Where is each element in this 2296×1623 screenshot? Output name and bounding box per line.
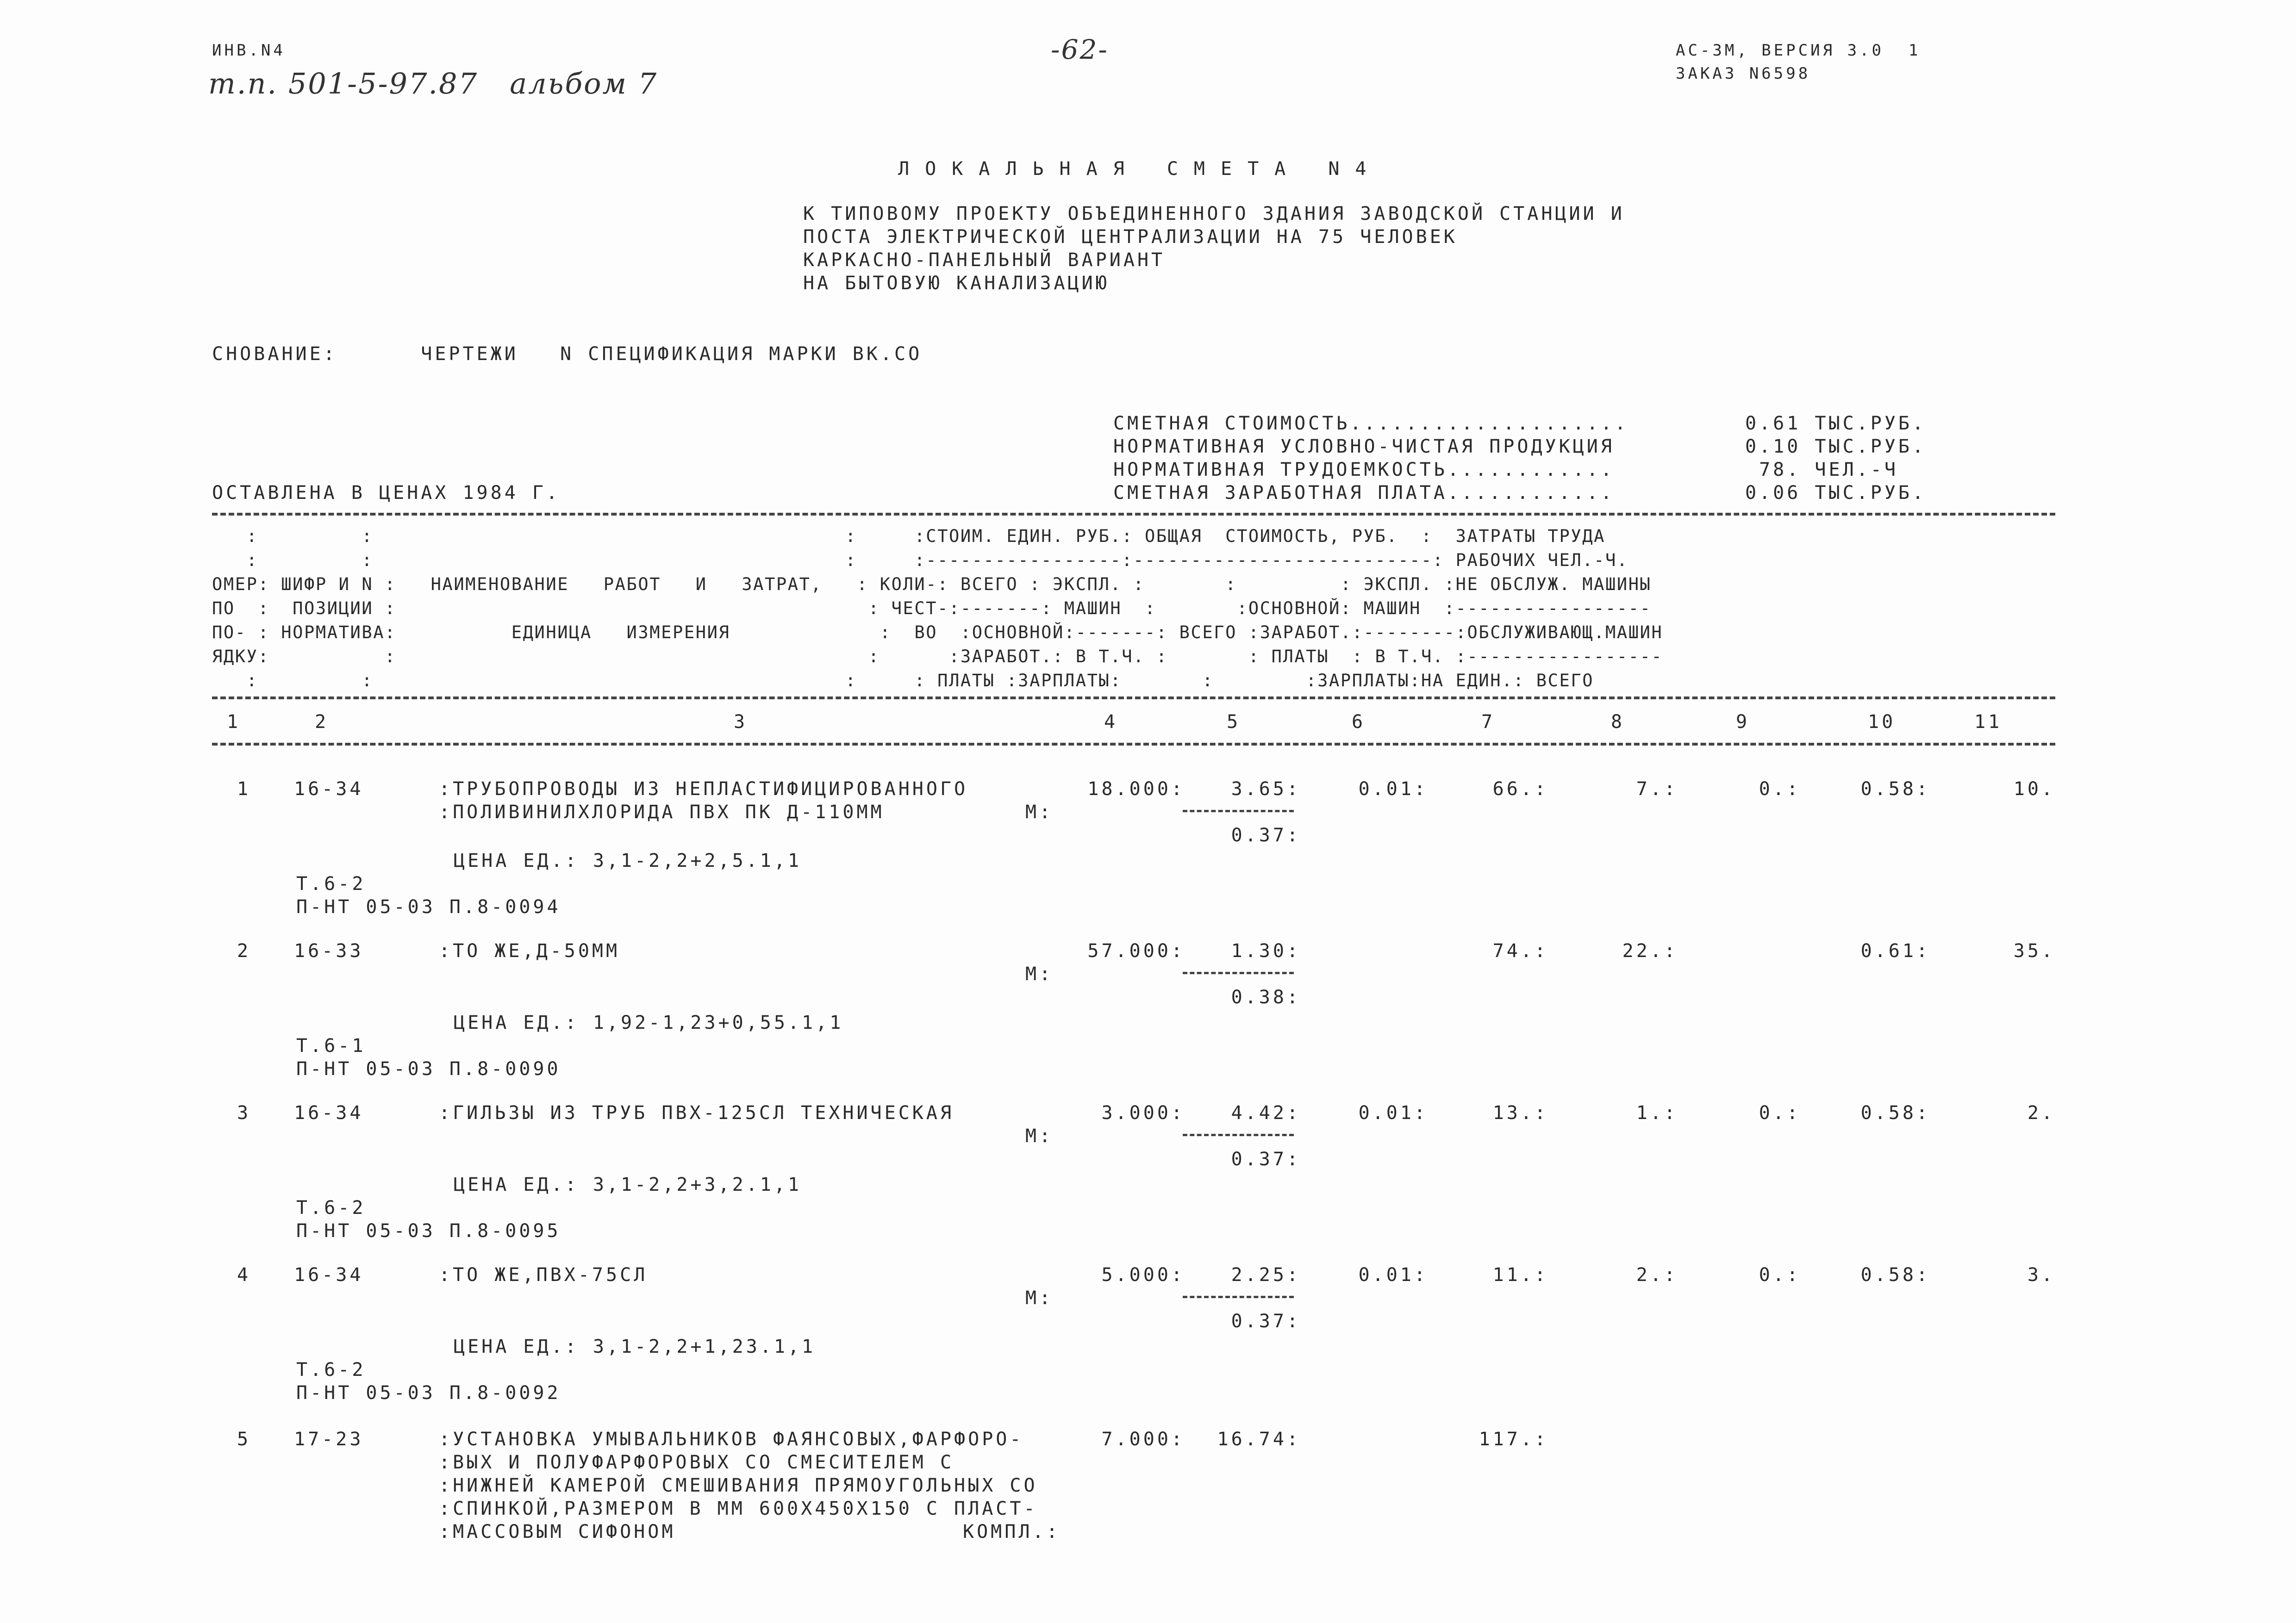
table-row (0, 1083, 2296, 1240)
row-unit-machine-cost: 0.01: (1358, 1102, 1428, 1124)
row-labor-total: 2. (2027, 1102, 2055, 1124)
row-reference-table: Т.6-2 (296, 1197, 366, 1219)
unit-cost-separator (1183, 810, 1294, 812)
row-unit: М: (1025, 802, 1054, 823)
row-labor-per-unit: 0.58: (1860, 1264, 1930, 1286)
row-unit-cost: 2.25: (1231, 1264, 1301, 1286)
title-line-1: К ТИПОВОМУ ПРОЕКТУ ОБЪЕДИНЕННОГО ЗДАНИЯ ЗАВОДСКОЙ СТАНЦИИ И (803, 203, 1625, 224)
inventory-number: ИНВ.N4 (212, 41, 286, 60)
row-labor-per-unit: 0.58: (1860, 778, 1930, 800)
colnum-4: 4 (1104, 711, 1118, 733)
basis-line: СНОВАНИЕ: ЧЕРТЕЖИ N СПЕЦИФИКАЦИЯ МАРКИ ВК.СО (212, 343, 923, 365)
handwritten-project-code: т.п. 501-5-97.87 альбом 7 (208, 67, 658, 100)
row-name-line: :ГИЛЬЗЫ ИЗ ТРУБ ПВХ-125СЛ ТЕХНИЧЕСКАЯ (439, 1102, 955, 1124)
row-name-line: :НИЖНЕЙ КАМЕРОЙ СМЕШИВАНИЯ ПРЯМОУГОЛЬНЫХ СО (439, 1475, 1038, 1496)
row-quantity: 7.000: (1101, 1429, 1185, 1450)
order-number: ЗАКАЗ N6598 (1676, 64, 1811, 83)
title-line-3: КАРКАСНО-ПАНЕЛЬНЫЙ ВАРИАНТ (803, 249, 1166, 271)
colnum-7: 7 (1481, 711, 1496, 733)
row-machine-total: 0.: (1759, 1264, 1801, 1286)
row-wage-total: 7.: (1636, 778, 1678, 800)
row-price-formula: ЦЕНА ЕД.: 3,1-2,2+1,23.1,1 (454, 1336, 816, 1357)
row-unit-wage: 0.37: (1231, 1149, 1301, 1170)
row-reference-norm: П-НТ 05-03 П.8-0090 (296, 1058, 561, 1080)
row-unit: М: (1025, 1287, 1054, 1309)
row-wage-total: 22.: (1622, 940, 1678, 962)
row-reference-table: Т.6-2 (296, 1359, 366, 1380)
header-line-1: : : : :СТОИМ. ЕДИН. РУБ.: ОБЩАЯ СТОИМОСТЬ, РУБ. : ЗАТРАТЫ ТРУДА (212, 526, 1605, 546)
row-quantity: 57.000: (1087, 940, 1185, 962)
row-price-formula: ЦЕНА ЕД.: 1,92-1,23+0,55.1,1 (454, 1012, 844, 1033)
row-unit-cost: 1.30: (1231, 940, 1301, 962)
summary-label-4: СМЕТНАЯ ЗАРАБОТНАЯ ПЛАТА............ (1113, 482, 1615, 504)
table-top-rule (212, 513, 2055, 516)
row-name-line: :СПИНКОЙ,РАЗМЕРОМ В ММ 600Х450Х150 С ПЛАСТ- (439, 1498, 1038, 1519)
row-name-line: :МАССОВЫМ СИФОНОМ (439, 1521, 676, 1542)
column-numbers-rule (212, 743, 2055, 746)
row-name-line: :ТО ЖЕ,ПВХ-75СЛ (439, 1264, 648, 1286)
colnum-2: 2 (315, 711, 329, 733)
row-unit-wage: 0.38: (1231, 987, 1301, 1008)
header-line-7: : : : : ПЛАТЫ :ЗАРПЛАТЫ: : :ЗАРПЛАТЫ:НА ЕДИН.: ВСЕГО (212, 671, 1594, 690)
row-code: 16-34 (294, 778, 364, 800)
row-reference-table: Т.6-2 (296, 873, 366, 895)
table-row (0, 1245, 2296, 1402)
row-wage-total: 1.: (1636, 1102, 1678, 1124)
row-number: 3 (237, 1102, 251, 1124)
summary-value-3: 78. ЧЕЛ.-Ч (1745, 459, 1898, 480)
row-quantity: 3.000: (1101, 1102, 1185, 1124)
row-unit-machine-cost: 0.01: (1358, 1264, 1428, 1286)
row-unit-cost: 4.42: (1231, 1102, 1301, 1124)
row-price-formula: ЦЕНА ЕД.: 3,1-2,2+3,2.1,1 (454, 1174, 802, 1195)
program-version: АС-3М, ВЕРСИЯ 3.0 1 (1676, 41, 1921, 60)
row-number: 5 (237, 1429, 251, 1450)
row-unit-cost: 3.65: (1231, 778, 1301, 800)
colnum-9: 9 (1736, 711, 1750, 733)
row-reference-table: Т.6-1 (296, 1035, 366, 1057)
title-line-2: ПОСТА ЭЛЕКТРИЧЕСКОЙ ЦЕНТРАЛИЗАЦИИ НА 75 ЧЕЛОВЕК (803, 226, 1458, 248)
row-labor-per-unit: 0.61: (1860, 940, 1930, 962)
page-number: -62- (1051, 34, 1109, 65)
summary-label-2: НОРМАТИВНАЯ УСЛОВНО-ЧИСТАЯ ПРОДУКЦИЯ (1113, 436, 1615, 457)
row-total: 13.: (1492, 1102, 1548, 1124)
row-machine-total: 0.: (1759, 1102, 1801, 1124)
row-unit-wage: 0.37: (1231, 825, 1301, 846)
row-quantity: 5.000: (1101, 1264, 1185, 1286)
row-machine-total: 0.: (1759, 778, 1801, 800)
document-title: ЛОКАЛЬНАЯ СМЕТА N4 (898, 158, 1382, 180)
unit-cost-separator (1183, 1134, 1294, 1136)
unit-cost-separator (1183, 972, 1294, 974)
row-name-line: :ТО ЖЕ,Д-50ММ (439, 940, 620, 962)
row-code: 16-33 (294, 940, 364, 962)
row-reference-norm: П-НТ 05-03 П.8-0092 (296, 1382, 561, 1404)
colnum-11: 11 (1974, 711, 2003, 733)
row-unit: М: (1025, 1126, 1054, 1147)
row-unit: КОМПЛ.: (963, 1521, 1061, 1542)
row-wage-total: 2.: (1636, 1264, 1678, 1286)
row-labor-total: 10. (2013, 778, 2055, 800)
row-total: 66.: (1492, 778, 1548, 800)
table-row (0, 759, 2296, 916)
row-quantity: 18.000: (1087, 778, 1185, 800)
row-unit-cost: 16.74: (1217, 1429, 1301, 1450)
summary-value-4: 0.06 ТЫС.РУБ. (1745, 482, 1927, 504)
row-number: 1 (237, 778, 251, 800)
row-unit: М: (1025, 964, 1054, 985)
row-unit-wage: 0.37: (1231, 1311, 1301, 1332)
table-row (0, 1409, 2296, 1567)
row-name-line: :УСТАНОВКА УМЫВАЛЬНИКОВ ФАЯНСОВЫХ,ФАРФОРО- (439, 1429, 1024, 1450)
row-labor-total: 35. (2013, 940, 2055, 962)
row-number: 2 (237, 940, 251, 962)
prices-note: ОСТАВЛЕНА В ЦЕНАХ 1984 Г. (212, 482, 561, 504)
row-name-line: :ПОЛИВИНИЛХЛОРИДА ПВХ ПК Д-110ММ (439, 802, 885, 823)
colnum-5: 5 (1227, 711, 1241, 733)
row-reference-norm: П-НТ 05-03 П.8-0094 (296, 896, 561, 918)
header-line-4: ПО : ПОЗИЦИИ : : ЧЕСТ-:-------: МАШИН : :ОСНОВНОЙ: МАШИН :----------------- (212, 598, 1652, 618)
title-line-4: НА БЫТОВУЮ КАНАЛИЗАЦИЮ (803, 273, 1110, 294)
summary-label-3: НОРМАТИВНАЯ ТРУДОЕМКОСТЬ............ (1113, 459, 1615, 480)
row-unit-machine-cost: 0.01: (1358, 778, 1428, 800)
row-code: 17-23 (294, 1429, 364, 1450)
summary-label-1: СМЕТНАЯ СТОИМОСТЬ.................... (1113, 413, 1629, 434)
summary-value-2: 0.10 ТЫС.РУБ. (1745, 436, 1927, 457)
header-line-6: ЯДКУ: : : :ЗАРАБОТ.: В Т.Ч. : : ПЛАТЫ : В Т.Ч. :----------------- (212, 647, 1663, 666)
colnum-8: 8 (1611, 711, 1625, 733)
row-total: 11.: (1492, 1264, 1548, 1286)
row-code: 16-34 (294, 1102, 364, 1124)
header-line-2: : : : :-----------------:--------------------------: РАБОЧИХ ЧЕЛ.-Ч. (212, 550, 1628, 570)
row-name-line: :ТРУБОПРОВОДЫ ИЗ НЕПЛАСТИФИЦИРОВАННОГО (439, 778, 968, 800)
table-row (0, 921, 2296, 1078)
colnum-6: 6 (1352, 711, 1366, 733)
colnum-10: 10 (1868, 711, 1896, 733)
row-total: 117.: (1479, 1429, 1548, 1450)
row-price-formula: ЦЕНА ЕД.: 3,1-2,2+2,5.1,1 (454, 850, 802, 871)
colnum-1: 1 (227, 711, 241, 733)
row-reference-norm: П-НТ 05-03 П.8-0095 (296, 1220, 561, 1242)
summary-value-1: 0.61 ТЫС.РУБ. (1745, 413, 1927, 434)
row-labor-per-unit: 0.58: (1860, 1102, 1930, 1124)
header-line-3: ОМЕР: ШИФР И N : НАИМЕНОВАНИЕ РАБОТ И ЗАТРАТ, : КОЛИ-: ВСЕГО : ЭКСПЛ. : : : ЭКСПЛ. :НЕ ОБСЛУЖ. МАШИНЫ (212, 574, 1652, 594)
colnum-3: 3 (734, 711, 748, 733)
unit-cost-separator (1183, 1296, 1294, 1298)
row-name-line: :ВЫХ И ПОЛУФАРФОРОВЫХ СО СМЕСИТЕЛЕМ С (439, 1452, 955, 1473)
header-line-5: ПО- : НОРМАТИВА: ЕДИНИЦА ИЗМЕРЕНИЯ : ВО :ОСНОВНОЙ:-------: ВСЕГО :ЗАРАБОТ.:--------:ОБСЛУЖИВАЮЩ.МАШИН (212, 622, 1663, 642)
row-number: 4 (237, 1264, 251, 1286)
row-code: 16-34 (294, 1264, 364, 1286)
header-bottom-rule (212, 696, 2055, 699)
row-total: 74.: (1492, 940, 1548, 962)
row-labor-total: 3. (2027, 1264, 2055, 1286)
